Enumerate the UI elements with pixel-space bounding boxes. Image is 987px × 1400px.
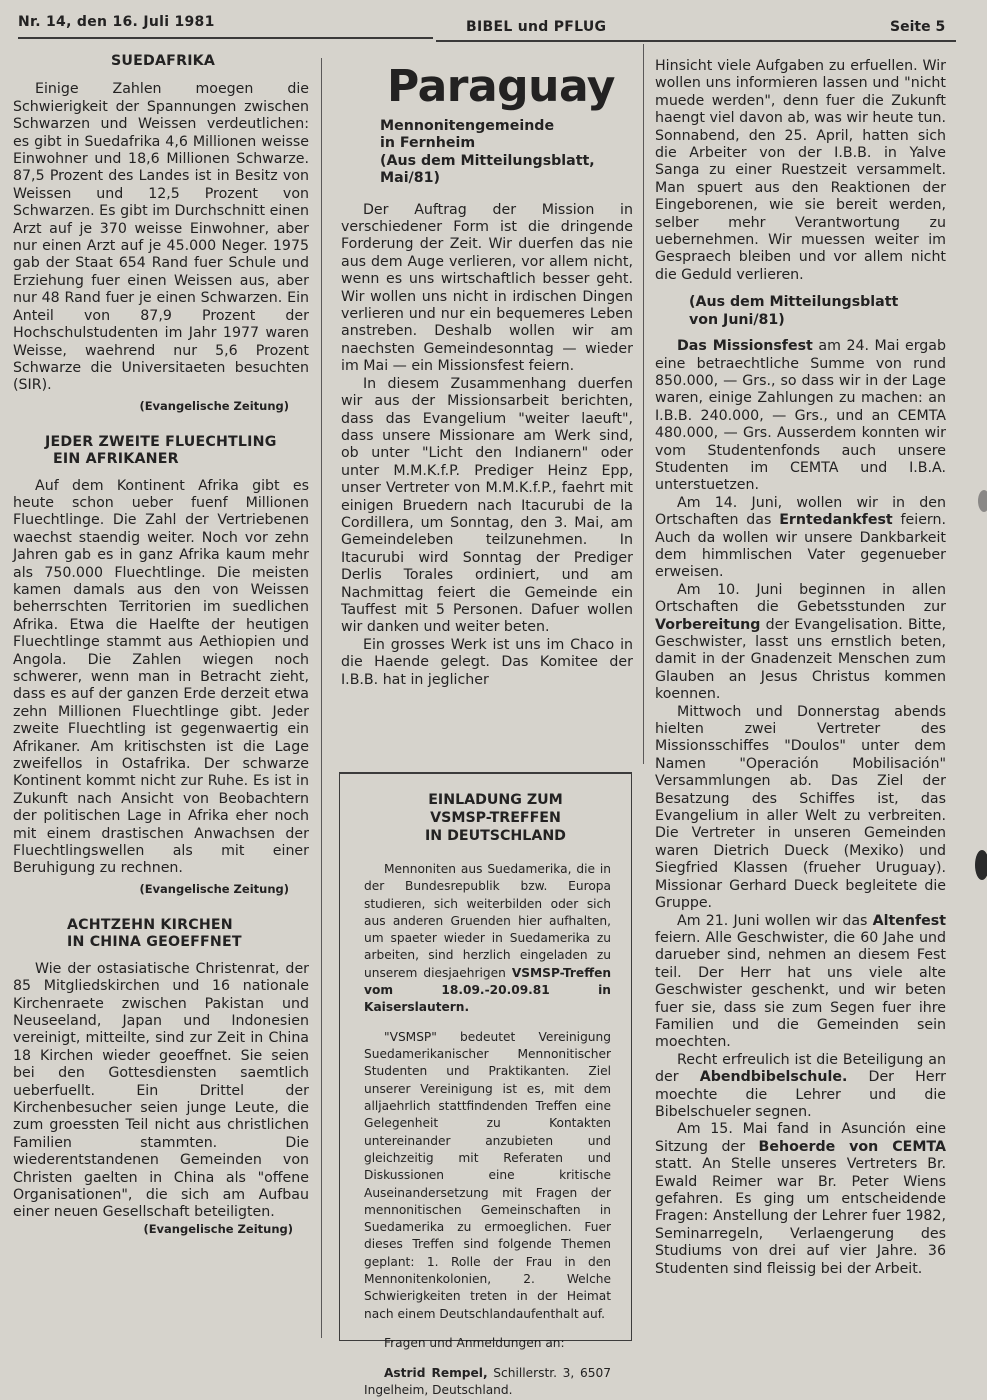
news-paragraph (655, 913, 946, 1052)
invitation-title (360, 791, 631, 845)
invitation-body (364, 861, 611, 1399)
article-source: (Evangelische Zeitung) (143, 1221, 293, 1236)
invitation-paragraph: "VSMSP" bedeutet Vereinigung Suedamerikanischer Mennonitischer Studenten und Praktikanten. Ziel unserer Vereinigung ist es, mit dem alljaehrlich stattfindenden Treffen eine Gelegenheit zu Kontakten untereinander anzubieten und gleichzeitig mit Referaten und Diskussionen eine kritische Auseinandersetzung mit Fragen der mennonitischen Gemeinschaften in Suedamerika zu ermoeglichen. Fuer dieses Treffen sind folgende Themen geplant: 1. Rolle der Frau in den Mennonitenkolonien, 2. Welche Schwierigkeiten treten in der Heimat nach einem Deutschlandaufenthalt auf. (364, 1029, 611, 1321)
column-left (13, 53, 309, 1237)
news-text: der Evangelisation. Bitte, Geschwister, lasst uns ernstlich beten, damit in der Gnadenzeit Menschen zum Glauben an Jesus Christus kommen koennen. (655, 616, 946, 703)
punch-hole (978, 490, 987, 512)
news-paragraph (655, 1121, 946, 1278)
news-text: Der Herr moechte die Lehrer und die Bibelschueler segnen. (655, 1069, 946, 1120)
article-title-china-1: ACHTZEHN KIRCHEN (67, 916, 233, 933)
news-source-line: von Juni/81) (689, 311, 785, 328)
news-paragraph (655, 1052, 946, 1122)
invitation-title-line: VSMSP-TREFFEN (430, 810, 561, 826)
publication-name: BIBEL und PFLUG (466, 19, 607, 35)
invitation-contact-name: Astrid Rempel, (384, 1365, 488, 1380)
news-paragraph: Mittwoch und Donnerstag abends hielten zwei Vertreter des Missionsschiffes "Doulos" unter dem Namen "Operación Mobilisación" Versammlungen ab. Das Ziel der Besatzung des Schiffes ist, das Evangelium in aller Welt zu verbreiten. Die Vertreter in unseren Gemeinden waren Dietrich Dueck (Mexiko) und Siegfried Klassen (frueher Uruguay). Missionar Gerhard Dueck begleitete die Gruppe. (655, 703, 946, 912)
news-highlight: Altenfest (872, 912, 947, 929)
news-text: Am 14. Juni, wollen wir in den Ortschaften das (655, 494, 946, 529)
invitation-title-line: EINLADUNG ZUM (428, 792, 563, 808)
news-text: Am 21. Juni wollen wir das (677, 912, 868, 929)
paraguay-subtitle-line: (Aus dem Mitteilungsblatt, (380, 152, 595, 169)
invitation-event-dates: VSMSP-Treffen vom 18.09.-20.09.81 in Kaiserslautern. (364, 965, 612, 1015)
header-rule-right (436, 40, 956, 42)
article-title-fluechtling-1: JEDER ZWEITE FLUECHTLING (45, 433, 277, 450)
news-highlight: Abendbibelschule. (699, 1069, 848, 1086)
news-text: Am 15. Mai fand in Asunción eine Sitzung der (655, 1121, 946, 1155)
article-body-china: Wie der ostasiatische Christenrat, der 85 Mitgliedskirchen und 16 nationale Kirchenraete zwischen Pakistan und Neuseeland, Japan und Indonesien vereinigt, mitteilte, sind zur Zeit in China 18 Kirchen wieder geoeffnet. Sie seien bei den Gottesdiensten saemtlich ueberfuellt. Ein Drittel der Kirchenbesucher seien junge Leute, die zum groessten Teil nicht aus christlichen Familien stammten. Die wiederentstandenen Gemeinden von Christen gaelten in China als "offene Organisationen", die sich am Aufbau einer neuen Gesellschaft beteiligten. (13, 960, 309, 1221)
news-highlight: Erntedankfest (779, 512, 893, 529)
news-paragraph (655, 582, 946, 704)
invitation-contact (364, 1365, 611, 1400)
article-body-suedafrika: Einige Zahlen moegen die Schwierigkeit der Spannungen zwischen Schwarzen und Weissen verdeutlichen: es gibt in Suedafrika 4,6 Millionen weisse Einwohner und 18,6 Millionen Schwarze. 87,5 Prozent des Landes ist in Besitz von Weissen und 12,5 Prozent von Schwarzen. Es gibt im Durchschnitt einen Arzt auf je 370 weisse Einwohner, aber nur einen Arzt auf je 45.000 Neger. 1975 gab der Staat 654 Rand fuer Schule und Erziehung fuer einen Weissen aus, aber nur 48 Rand fuer je einen Schwarzen. Ein Anteil von 87,9 Prozent der Hochschulstudenten im Jahr 1977 waren Weisse, waehrend nur 5,6 Prozent Schwarze die Universitaeten besuchten (SIR). (13, 81, 309, 394)
news-source (689, 294, 946, 329)
paraguay-paragraph: Der Auftrag der Mission in verschiedener Form ist die dringende Forderung der Zeit. Wir duerfen das nie aus dem Auge verlieren, vor allem nicht, wenn es uns wirtschaftlich besser geht. Wir wollen uns nicht in irdischen Dingen verlieren und nur ein bequemeres Leben anstreben. Deshalb wollen wir am naechsten Gemeindesonntag — wieder im Mai — ein Missionsfest feiern. (341, 201, 633, 375)
page-number: Seite 5 (890, 19, 946, 35)
column-divider-right (643, 44, 644, 764)
news-text: feiern. Auch da wollen wir unsere Dankbarkeit dem himmlischen Vater gegenueber erweisen. (655, 512, 947, 581)
article-title-china-2: IN CHINA GEOEFFNET (67, 934, 242, 951)
news-text: Am 10. Juni beginnen in allen Ortschaften die Gebetsstunden zur (655, 581, 946, 616)
news-paragraph: Hinsicht viele Aufgaben zu erfuellen. Wir wollen uns informieren lassen und "nicht muede werden", denn fuer die Zukunft haengt viel davon ab, was wir heute tun. Sonnabend, den 25. April, hatten sich die Arbeiter von der I.B.B. in Yalve Sanga zu einer Ruestzeit versammelt. Man spuert aus den Reaktionen der Eingeborenen, wie sie bereit werden, selber mehr Verantwortung zu uebernehmen. Wir muessen weiter im Gespraech bleiben und vor allem nicht die Geduld verlieren. (655, 58, 946, 283)
news-paragraph (655, 495, 946, 582)
paraguay-paragraph: In diesem Zusammenhang duerfen wir aus der Missionsarbeit berichten, dass das Evangelium "weiter laeuft", dass unsere Missionare am Werk sind, ob unter "Licht den Indianern" oder unter M.M.K.f.P. Prediger Heinz Epp, unser Vertreter von M.M.K.f.P., faehrt mit einigen Bruedern nach Itacurubi de la Cordillera, um Sonntag, den 3. Mai, am Gemeindeleben teilzunehmen. In Itacurubi wird Sonntag der Prediger Derlis Torales ordiniert, und am Nachmittag feiert die Gemeinde ein Tauffest mit 5 Personen. Dafuer wollen wir danken und weiter beten. (341, 375, 633, 636)
article-title-suedafrika: SUEDAFRIKA (111, 53, 216, 69)
invitation-title-line: IN DEUTSCHLAND (425, 828, 566, 844)
news-highlight: Das Missionsfest (677, 338, 813, 355)
news-paragraph (655, 338, 946, 495)
news-text: Recht erfreulich ist die Beteiligung an der (655, 1051, 946, 1086)
article-source: (Evangelische Zeitung) (139, 881, 289, 896)
news-highlight: Behoerde von CEMTA (758, 1138, 946, 1155)
news-text: statt. An Stelle unseres Vertreters Br. Ewald Reimer war Br. Peter Wiens gefahren. Es ging um entscheidende Fragen: Anstellung der Lehrer fuer 1982, Seminarregeln, Verlaengerung des Studiums von drei auf vier Jahre. 36 Studenten sind fleissig bei der Arbeit. (655, 1156, 946, 1277)
invitation-contact-address: Schillerstr. 3, 6507 Ingelheim, Deutschland. (364, 1365, 611, 1397)
column-right (655, 58, 946, 1278)
paraguay-subtitle-line: Mai/81) (380, 170, 440, 187)
invitation-box (339, 772, 632, 1397)
paraguay-subtitle-line: Mennonitengemeinde (380, 118, 555, 134)
invitation-paragraph (364, 861, 611, 1017)
article-title-fluechtling-2: EIN AFRIKANER (53, 451, 179, 468)
news-highlight: Vorbereitung (655, 616, 761, 633)
article-source: (Evangelische Zeitung) (139, 398, 289, 413)
paraguay-paragraph: Ein grosses Werk ist uns im Chaco in die Haende gelegt. Das Komitee der I.B.B. hat in jeglicher (341, 636, 633, 688)
paraguay-subtitle-line: in Fernheim (380, 135, 476, 152)
header-rule-left (18, 37, 433, 39)
article-body-fluechtling: Auf dem Kontinent Afrika gibt es heute schon ueber fuenf Millionen Fluechtlinge. Die Zahl der Vertriebenen waechst staendig weiter. Noch vor zehn Jahren gab es in ganz Afrika kaum mehr als 750.000 Fluechtlinge. Die meisten kamen damals aus den von Weissen beherrschten Territorien im suedlichen Afrika. Etwa die Haelfte der heutigen Fluechtlinge stammt aus Aethiopien und Angola. Die Zahlen wiegen noch schwerer, wenn man in Betracht zieht, dass es auf der ganzen Erde derzeit etwa zehn Millionen Fluechtlinge gibt. Jeder zweite Fluechtling ist gegenwaertig ein Afrikaner. Am kritischsten ist die Lage zweifellos in Ostafrika. Der schwarze Kontinent kommt nicht zur Ruhe. Es ist in Zukunft nach Ansicht von Beobachtern der politischen Lage in Afrika eher noch mit einem drastischen Anwachsen der Fluechtlingswellen als mit einer Beruhigung zu rechnen. (13, 477, 309, 877)
column-middle (341, 62, 633, 689)
paraguay-subtitle (380, 118, 633, 188)
invitation-contact-label: Fragen und Anmeldungen an: (384, 1336, 565, 1351)
punch-hole (975, 850, 987, 880)
issue-date: Nr. 14, den 16. Juli 1981 (18, 14, 215, 30)
page-header (0, 0, 987, 44)
news-text: am 24. Mai ergab eine betraechtliche Summe von rund 850.000, — Grs., so dass wir in der Lage waren, einige Zahlungen zu machen: an I.B.B. 240.000, — Grs., und an CEMTA 480.000, — Grs. Ausserdem konnten wir vom Studentenfonds auch unsere Studenten im CEMTA und I.B.A. unterstuetzen. (655, 338, 947, 494)
paraguay-title: Paraguay (387, 61, 615, 112)
column-divider-left (321, 58, 322, 1338)
news-source-line: (Aus dem Mitteilungsblatt (689, 294, 899, 311)
invitation-text: Mennoniten aus Suedamerika, die in der Bundesrepublik bzw. Europa studieren, sich weiterbilden oder sich aus anderen Gruenden hier aufhalten, um spaeter wieder in Suedamerika zu arbeiten, sind herzlich eingeladen zu unserem diesjaehrigen (364, 862, 611, 980)
news-text: feiern. Alle Geschwister, die 60 Jahe und darueber sind, nehmen an diesem Fest teil. Der Herr hat uns viele alte Geschwister geschenkt, und wir beten fuer sie, dass sie zum Segen fuer ihre Familien und die Gemeinden sein moechten. (655, 929, 946, 1051)
